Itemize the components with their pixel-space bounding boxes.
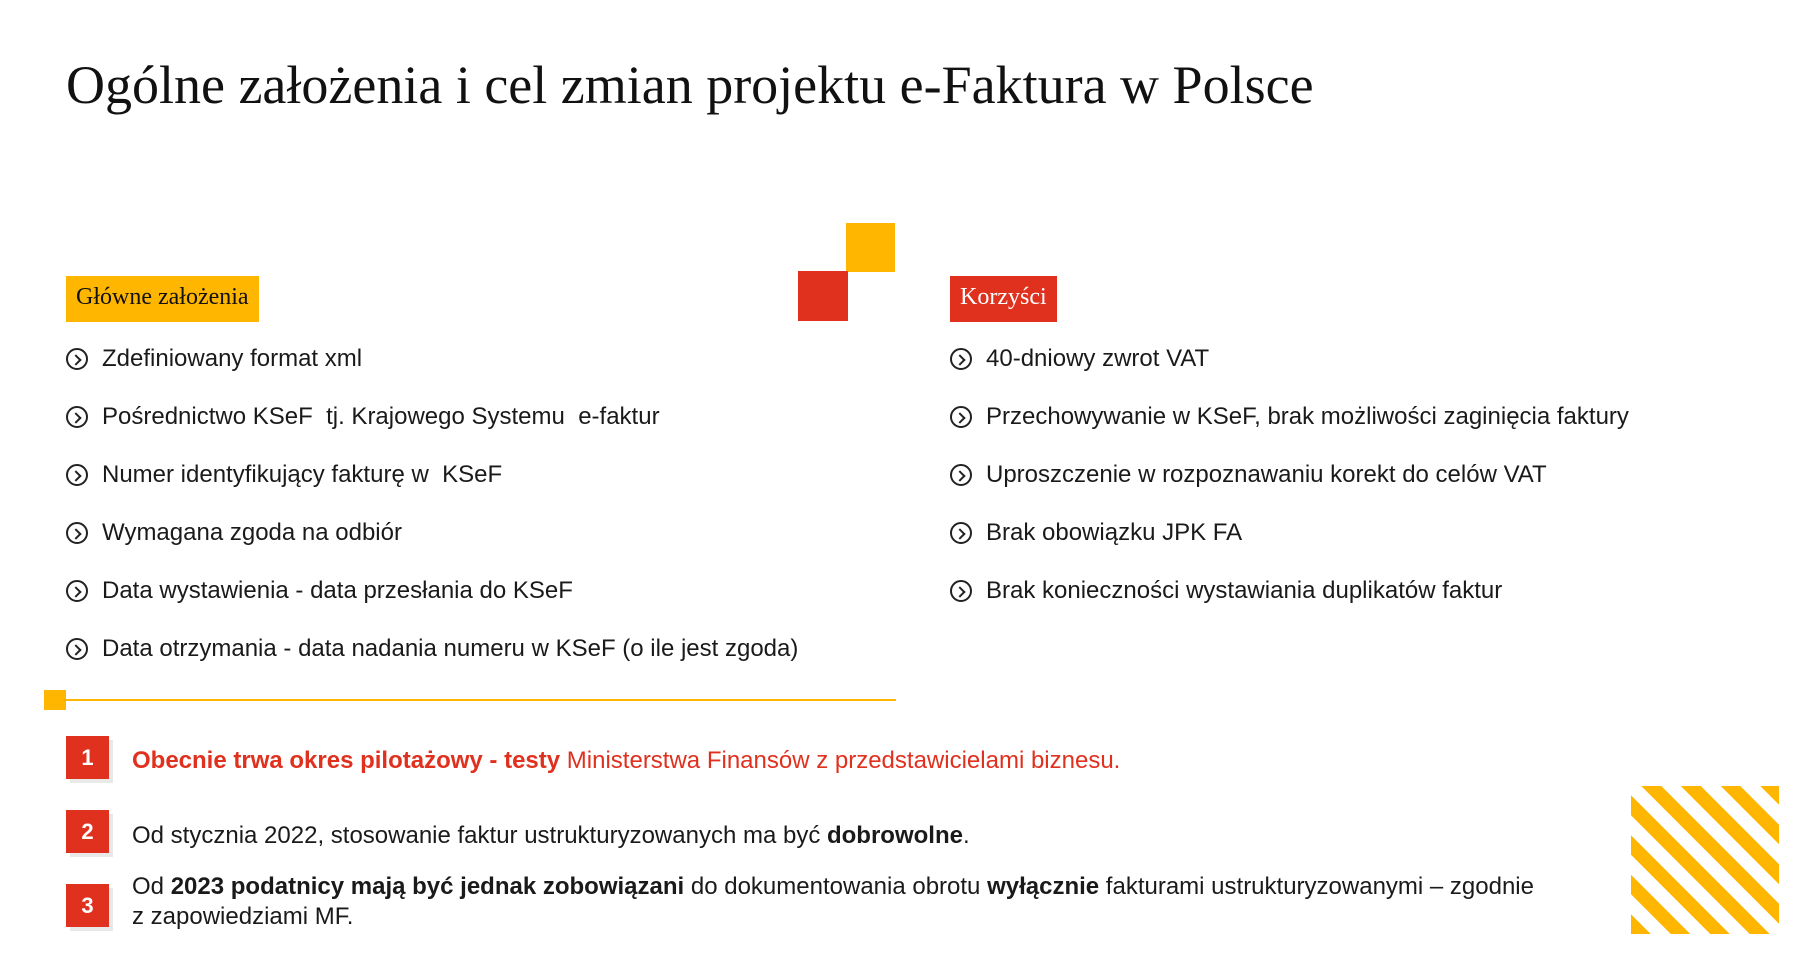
chevron-circle-icon [950,406,972,428]
list-item: Data otrzymania - data nadania numeru w KSeF (o ile jest zgoda) [66,634,798,692]
note-number-badge: 1 [66,736,109,779]
chevron-circle-icon [66,638,88,660]
list-item: 40-dniowy zwrot VAT [950,344,1629,402]
chevron-circle-icon [66,406,88,428]
note-pilot-period: Obecnie trwa okres pilotażowy - testy Ministerstwa Finansów z przedstawicielami biznesu. [132,747,1121,774]
chevron-circle-icon [66,580,88,602]
list-item: Zdefiniowany format xml [66,344,798,402]
note-voluntary-2022: Od stycznia 2022, stosowanie faktur ustrukturyzowanych ma być dobrowolne. [132,822,970,849]
main-assumptions-label: Główne założenia [66,276,259,322]
chevron-circle-icon [950,580,972,602]
note-number-badge: 3 [66,884,109,927]
list-item: Data wystawienia - data przesłania do KSeF [66,576,798,634]
list-item: Numer identyfikujący fakturę w KSeF [66,460,798,518]
chevron-circle-icon [66,348,88,370]
note-mandatory-2023: Od 2023 podatnicy mają być jednak zobowiązani do dokumentowania obrotu wyłącznie fakturami ustrukturyzowanymi – zgodnie z zapowiedziami MF. [132,873,1534,930]
chevron-circle-icon [66,464,88,486]
benefits-list [950,344,1629,634]
list-item: Brak obowiązku JPK FA [950,518,1629,576]
red-square-decoration [798,271,848,321]
chevron-circle-icon [950,522,972,544]
list-item: Brak konieczności wystawiania duplikatów faktur [950,576,1629,634]
striped-corner-decoration [1631,786,1779,934]
main-assumptions-list [66,344,798,692]
section-divider [60,699,896,701]
list-item: Wymagana zgoda na odbiór [66,518,798,576]
note-number-badge: 2 [66,810,109,853]
list-item: Przechowywanie w KSeF, brak możliwości zaginięcia faktury [950,402,1629,460]
chevron-circle-icon [66,522,88,544]
list-item: Uproszczenie w rozpoznawaniu korekt do celów VAT [950,460,1629,518]
chevron-circle-icon [950,464,972,486]
page-title: Ogólne założenia i cel zmian projektu e-Faktura w Polsce [66,55,1314,115]
list-item: Pośrednictwo KSeF tj. Krajowego Systemu e-faktur [66,402,798,460]
chevron-circle-icon [950,348,972,370]
benefits-label: Korzyści [950,276,1057,322]
yellow-square-decoration [846,223,895,272]
